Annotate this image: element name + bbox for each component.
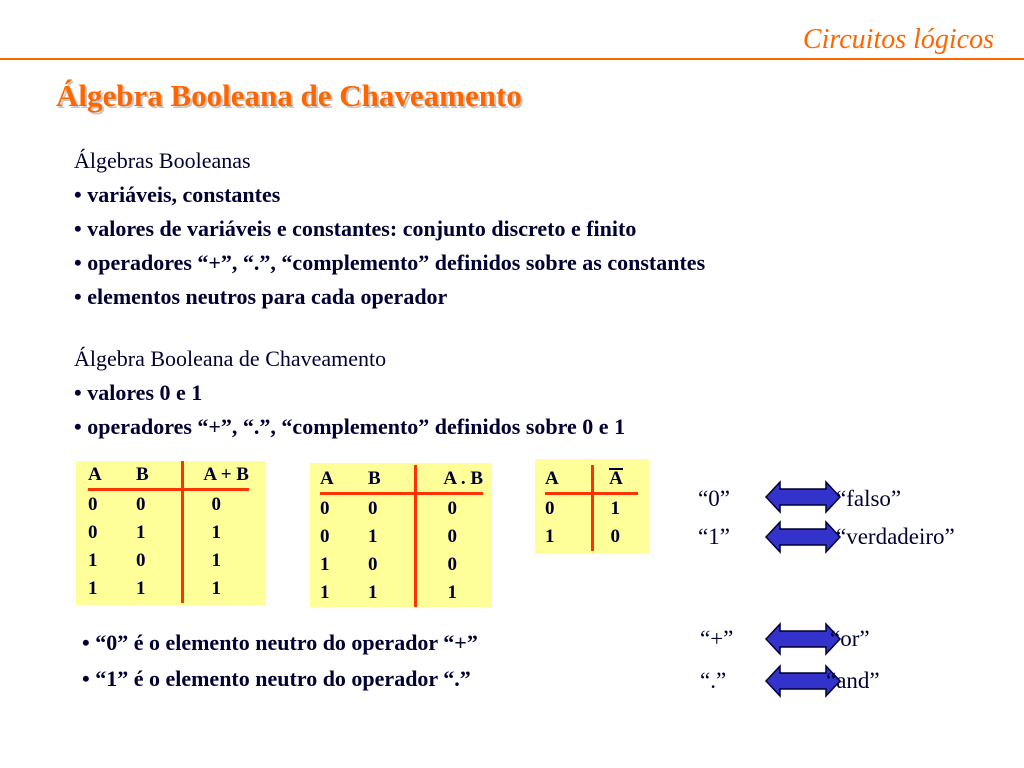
table-cell: 1 [136, 578, 146, 599]
not-truth-table [535, 459, 649, 554]
truth-table-row [320, 494, 483, 524]
neutral-element-note: • “1” é o elemento neutro do operador “.” [82, 666, 471, 691]
table-cell: 1 [88, 550, 98, 571]
header-title: Circuitos lógicos [802, 24, 994, 55]
column-header: A [320, 465, 368, 494]
table-cell: 0 [136, 494, 146, 515]
table-cell: 0 [320, 526, 330, 547]
truth-table-header [545, 465, 638, 494]
table-cell: 1 [320, 582, 330, 603]
mapping-right-0: “falso” [836, 486, 902, 511]
table-cell: 0 [593, 523, 639, 551]
table-cell: 1 [593, 494, 639, 524]
switching-algebra-section [74, 342, 625, 444]
table-cell: 0 [368, 498, 378, 519]
column-header: A . B [416, 465, 484, 494]
bullet-item: • valores 0 e 1 [74, 380, 203, 405]
table-cell: 1 [416, 579, 484, 607]
table-cell: 1 [136, 522, 146, 543]
truth-table-row [88, 490, 249, 520]
table-cell: 0 [320, 498, 330, 519]
table-cell: 1 [183, 575, 250, 603]
bullet-item: • operadores “+”, “.”, “complemento” definidos sobre 0 e 1 [74, 414, 626, 439]
truth-table-row [88, 519, 249, 547]
mapping-right-2: “or” [830, 626, 870, 651]
mapping-left-0: “0” [698, 486, 730, 511]
truth-table-row [88, 547, 249, 575]
mapping-left-1: “1” [698, 524, 730, 549]
table-cell: 0 [545, 498, 555, 519]
header-divider [0, 58, 1024, 60]
table-cell: 1 [88, 578, 98, 599]
truth-table-header [88, 461, 249, 490]
or-truth-table [76, 461, 266, 605]
truth-table-row [320, 551, 483, 579]
column-header: A [88, 461, 136, 490]
truth-table-row [320, 523, 483, 551]
table-cell: 0 [416, 494, 484, 524]
column-header: B [368, 465, 416, 494]
bullet-item: • operadores “+”, “.”, “complemento” definidos sobre as constantes [74, 250, 706, 275]
neutral-element-note: • “0” é o elemento neutro do operador “+” [82, 630, 478, 655]
bullet-item: • elementos neutros para cada operador [74, 284, 448, 309]
double-arrow-icon [764, 520, 842, 554]
table-cell: 0 [368, 554, 378, 575]
table-cell: 1 [183, 547, 250, 575]
table-cell: 0 [88, 522, 98, 543]
table-cell: 0 [416, 523, 484, 551]
table-cell: 0 [416, 551, 484, 579]
table-cell: 1 [368, 582, 378, 603]
bullet-item: • variáveis, constantes [74, 182, 281, 207]
bullet-item: • valores de variáveis e constantes: conjunto discreto e finito [74, 216, 637, 241]
mapping-left-3: “.” [700, 668, 727, 693]
mapping-right-1: “verdadeiro” [836, 524, 955, 549]
slide-title: Álgebra Booleana de Chaveamento [56, 78, 522, 113]
section-heading: Álgebra Booleana de Chaveamento [74, 346, 387, 371]
mapping-right-3: “and” [826, 668, 880, 693]
column-header-complement: A [593, 465, 639, 494]
truth-table-row [88, 575, 249, 603]
table-cell: 1 [545, 526, 555, 547]
table-cell: 0 [88, 494, 98, 515]
section-heading: Álgebras Booleanas [74, 148, 251, 173]
truth-table-row [545, 523, 638, 551]
mapping-left-2: “+” [700, 626, 734, 651]
table-cell: 1 [183, 519, 250, 547]
table-cell: 1 [368, 526, 378, 547]
table-cell: 0 [183, 490, 250, 520]
column-header: A + B [183, 461, 250, 490]
boolean-algebras-section [74, 144, 705, 314]
truth-table-header [320, 465, 483, 494]
and-truth-table [310, 463, 492, 607]
table-cell: 0 [136, 550, 146, 571]
truth-table-row [545, 494, 638, 524]
truth-table-row [320, 579, 483, 607]
column-header: B [136, 461, 183, 490]
double-arrow-icon [764, 480, 842, 514]
table-cell: 1 [320, 554, 330, 575]
column-header: A [545, 465, 593, 494]
